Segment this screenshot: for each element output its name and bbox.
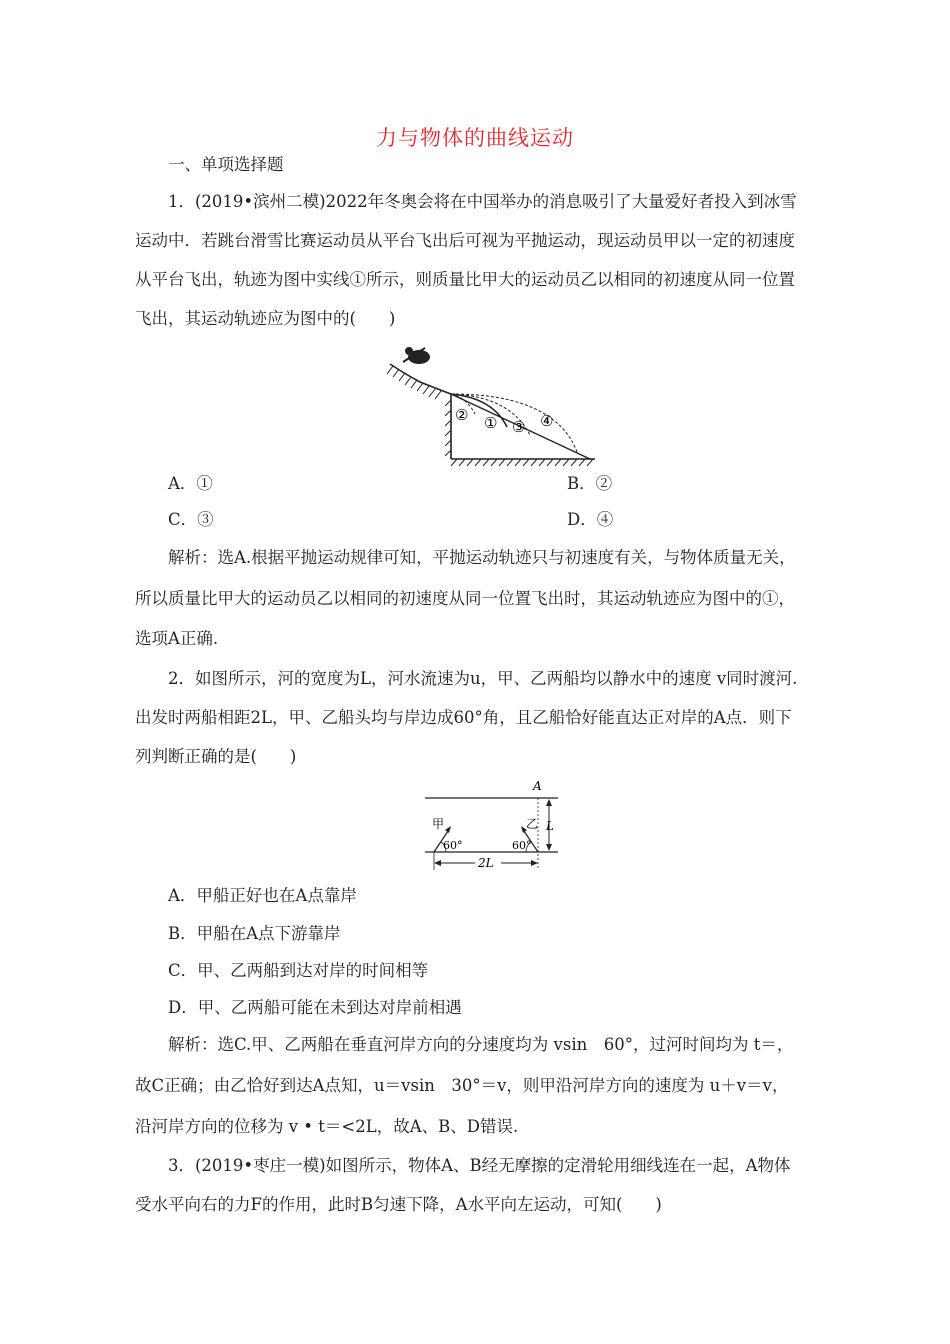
q1-line-1: 1．(2019•滨州二模)2022年冬奥会将在中国举办的消息吸引了大量爱好者投入到冰雪 [168,192,797,211]
point-a-label: A [533,779,542,793]
q2-line-1: 2．如图所示，河的宽度为L，河水流速为u，甲、乙两船均以静水中的速度 v同时渡河. [168,669,798,688]
q1-line-3: 从平台飞出，轨迹为图中实线①所示，则质量比甲大的运动员乙以相同的初速度从同一位置 [135,270,795,289]
q1-option-d: D．④ [567,510,614,529]
q3-line-2: 受水平向右的力F的作用，此时B匀速下降，A水平向左运动，可知( ) [135,1195,662,1214]
angle-right-label: 60° [512,839,532,852]
trajectory-label-2: ② [455,406,469,424]
q1-option-b: B．② [567,474,613,493]
q2-option-d: D．甲、乙两船可能在未到达对岸前相遇 [168,998,462,1017]
angle-left-label: 60° [443,839,463,852]
q2-option-c: C．甲、乙两船到达对岸的时间相等 [168,961,429,980]
section-heading: 一、单项选择题 [168,155,284,174]
q1-line-4: 飞出，其运动轨迹应为图中的( ) [135,309,396,328]
boat-jia-label: 甲 [432,817,445,831]
trajectory-label-3: ③ [512,418,526,436]
trajectory-label-1: ① [484,414,498,432]
q2-analysis-2: 故C正确；由乙恰好到达A点知，u＝vsin 30°＝v，则甲沿河岸方向的速度为 u＋v＝v， [135,1076,789,1095]
q1-line-2: 运动中．若跳台滑雪比赛运动员从平台飞出后可视为平抛运动，现运动员甲以一定的初速度 [135,231,795,250]
width-label: L [546,819,554,833]
q2-option-a: A．甲船正好也在A点靠岸 [168,886,357,905]
boat-yi-label: 乙 [526,817,539,831]
q2-analysis-3: 沿河岸方向的位移为 v • t＝<2L，故A、B、D错误. [135,1117,519,1136]
q2-option-b: B．甲船在A点下游靠岸 [168,924,341,943]
q2-analysis-1: 解析：选C.甲、乙两船在垂直河岸方向的分速度均为 vsin 60°，过河时间均为 t＝， [168,1035,794,1054]
q1-analysis-1: 解析：选A.根据平抛运动规律可知，平抛运动轨迹只与初速度有关，与物体质量无关， [168,548,796,567]
q1-option-c: C．③ [168,510,214,529]
q2-line-3: 列判断正确的是( ) [135,747,297,766]
page-title: 力与物体的曲线运动 [376,126,574,150]
distance-label: 2L [478,856,494,870]
ski-jump-figure [385,342,600,470]
trajectory-label-4: ④ [540,412,554,430]
skier-icon [403,347,430,364]
river-crossing-figure [420,778,565,874]
q2-line-2: 出发时两船相距2L，甲、乙船头均与岸边成60°角，且乙船恰好能直达正对岸的A点．则下 [135,708,792,727]
q3-line-1: 3．(2019•枣庄一模)如图所示，物体A、B经无摩擦的定滑轮用细线连在一起，A物体 [168,1156,791,1175]
q1-option-a: A．① [168,474,213,493]
q1-analysis-3: 选项A正确. [135,629,219,648]
q1-analysis-2: 所以质量比甲大的运动员乙以相同的初速度从同一位置飞出时，其运动轨迹应为图中的①， [135,589,795,608]
